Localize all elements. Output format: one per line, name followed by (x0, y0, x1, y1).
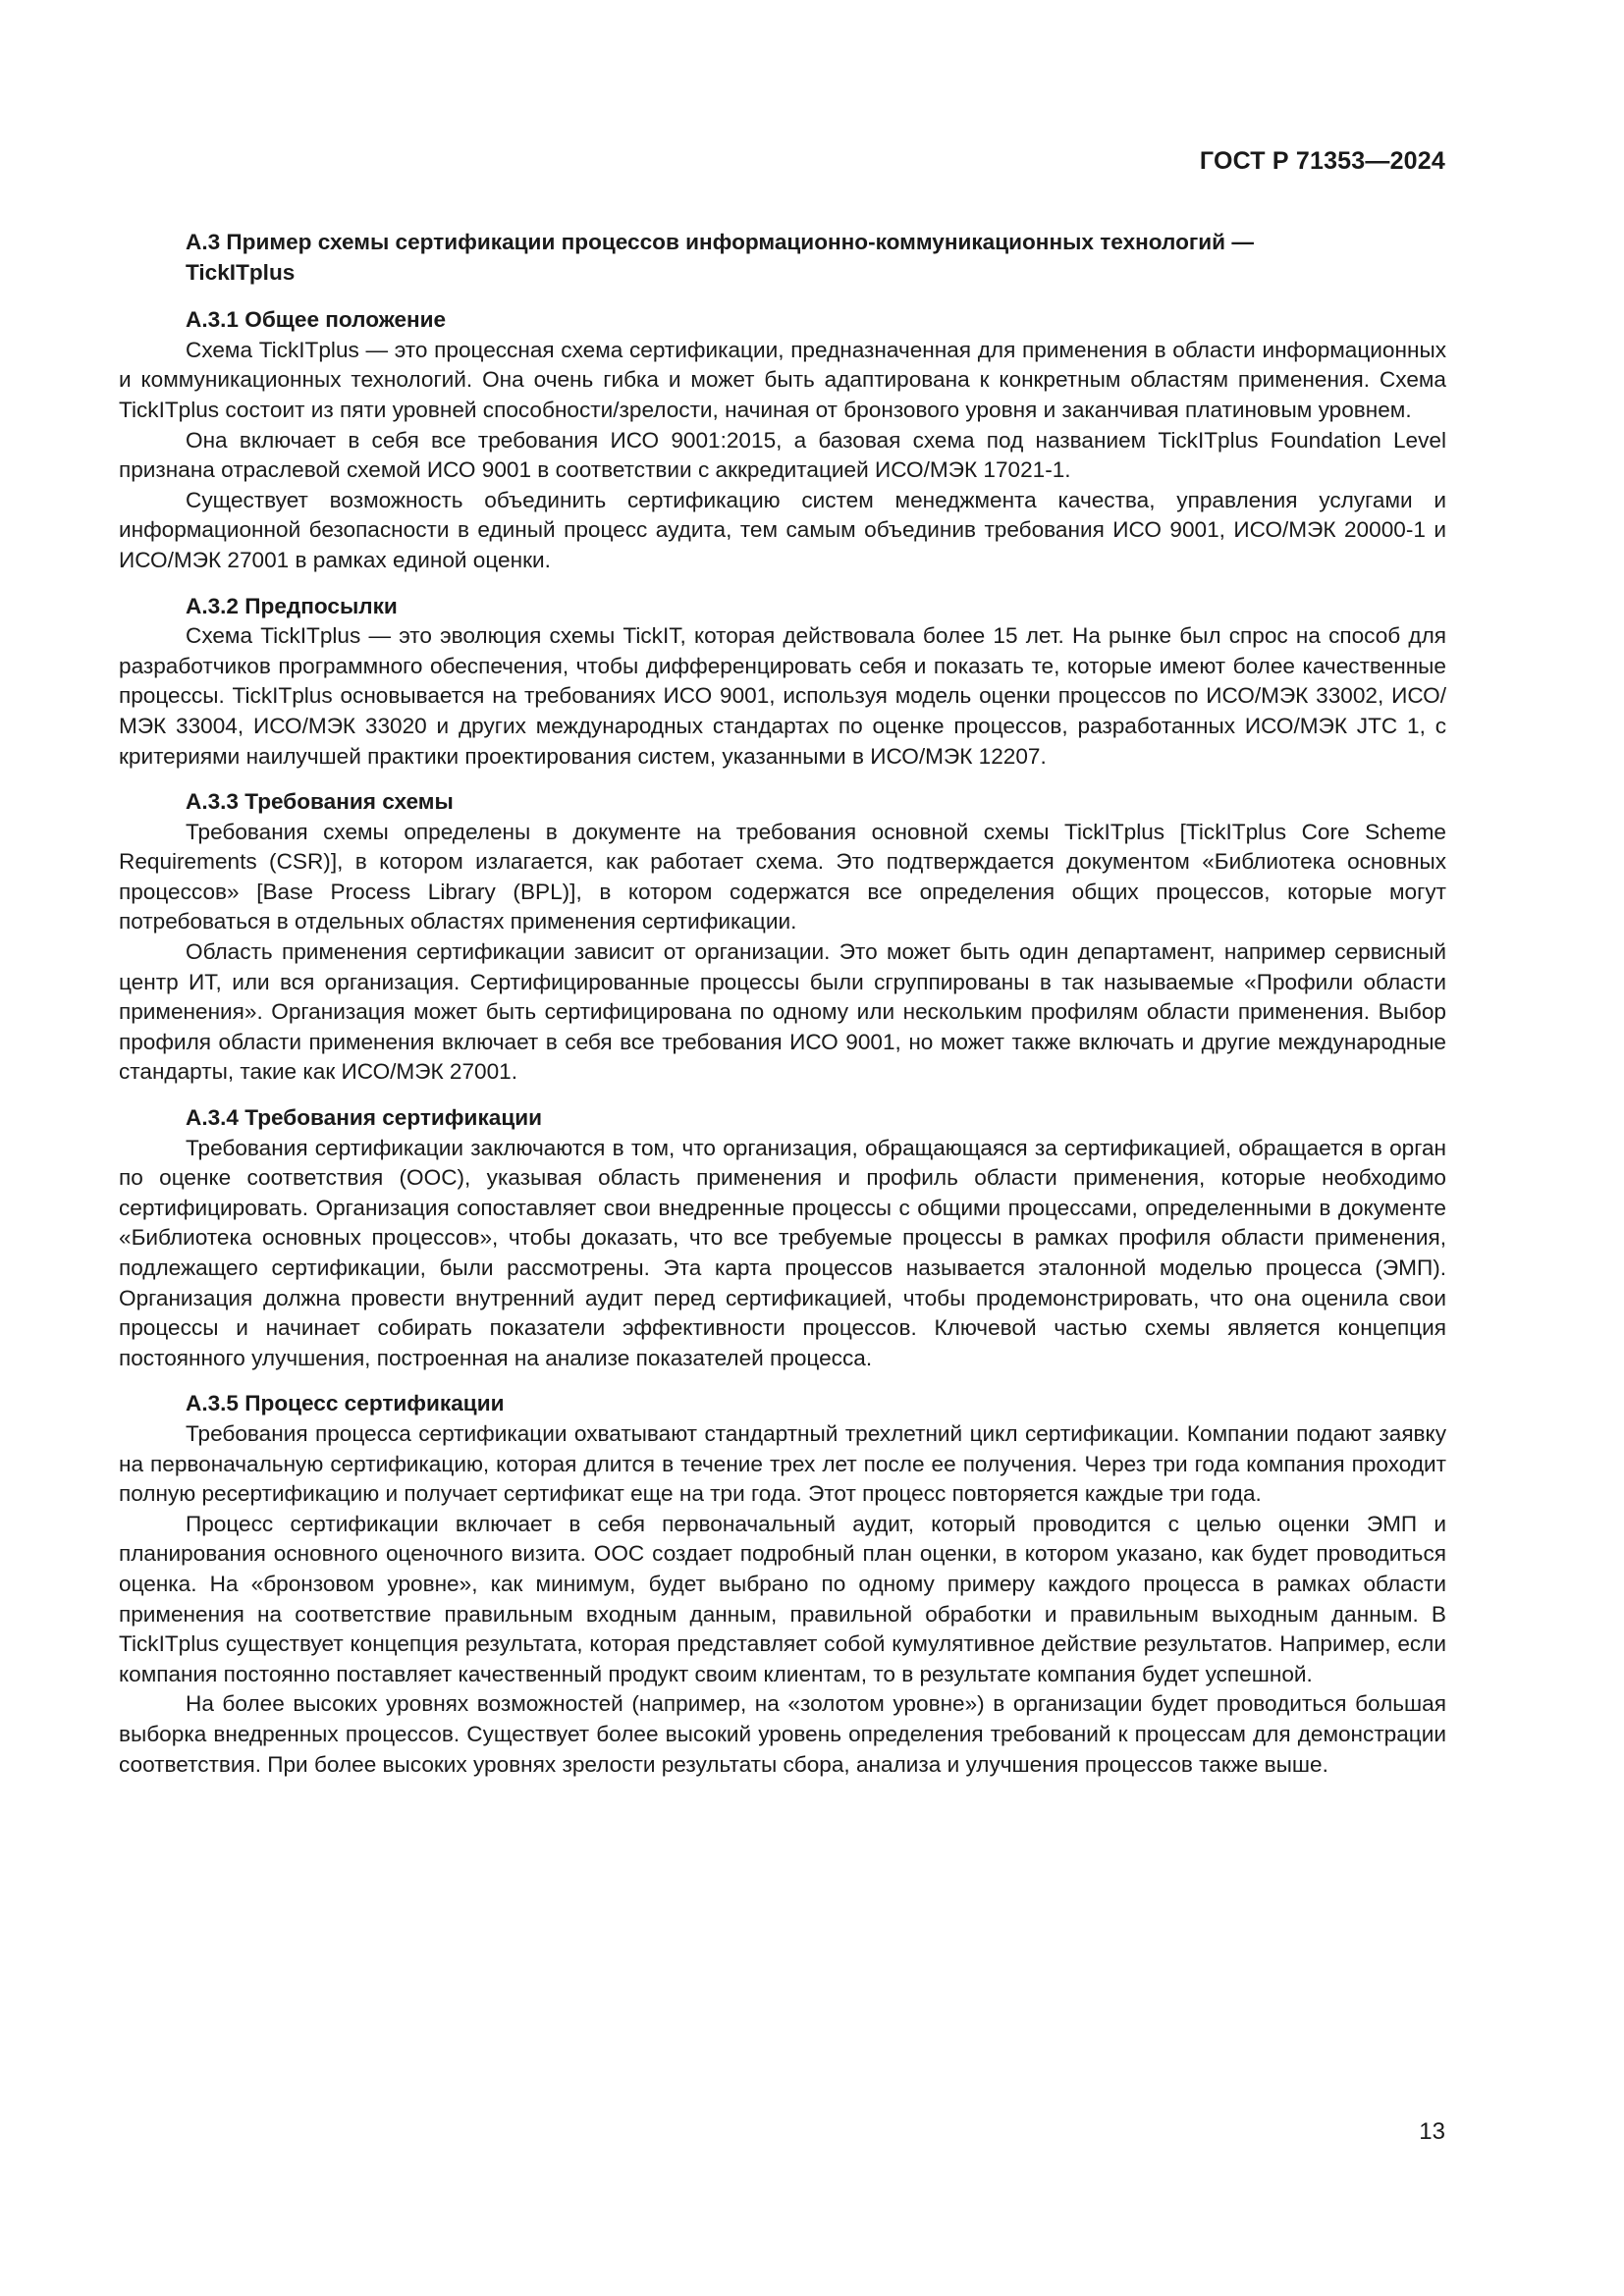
section-heading: А.3.4 Требования сертификации (186, 1105, 542, 1131)
paragraph: Схема TickITplus — это процессная схема сертификации, предназначенная для применения в области информационных и коммуникационных технологий. Она очень гибка и может быть адаптирована к конкретным областям применения. Схема TickITplus состоит из пяти уровней способности/зрелости, начиная от бронзового уровня и заканчивая платиновым уровнем. (119, 337, 1446, 422)
paragraph: Процесс сертификации включает в себя первоначальный аудит, который проводится с целью оценки ЭМП и планирования основного оценочного визита. ООС создает подробный план оценки, в котором указано, как будет проводиться оценка. На «бронзовом уровне», как минимум, будет выбрано по одному примеру каждого процесса в рамках области применения на соответствие правильным входным данным, правильной обработки и правильным выходным данным. В TickITplus существует концепция результата, которая представляет собой кумулятивное действие результатов. Например, если компания постоянно поставляет качественный продукт своим клиентам, то в результате компания будет успешной. (119, 1511, 1446, 1686)
paragraph: Она включает в себя все требования ИСО 9001:2015, а базовая схема под названием TickITplus Foundation Level признана отраслевой схемой ИСО 9001 в соответствии с аккредитацией ИСО/МЭК 17021-1. (119, 427, 1446, 483)
document-body (119, 228, 1446, 1795)
section-heading: А.3.1 Общее положение (186, 307, 447, 333)
paragraph: На более высоких уровнях возможностей (например, на «золотом уровне») в организации будет проводиться большая выборка внедренных процессов. Существует более высокий уровень определения требований к процессам для демонстрации соответствия. При более высоких уровнях зрелости результаты сбора, анализа и улучшения процессов также выше. (119, 1691, 1446, 1777)
paragraph: Требования схемы определены в документе на требования основной схемы TickITplus [TickITplus Core Scheme Requirements (CSR)], в котором излагается, как работает схема. Это подтверждается документом «Библиотека основных процессов» [Base Process Library (BPL)], в котором содержатся все определения общих процессов, которые могут потребоваться в отдельных областях применения сертификации. (119, 819, 1446, 934)
paragraph: Область применения сертификации зависит от организации. Это может быть один департамент, например сервисный центр ИТ, или вся организация. Сертифицированные процессы были сгруппированы в так называемые «Профили области применения». Организация может быть сертифицирована по одному или нескольким профилям области применения. Выбор профиля области применения включает в себя все требования ИСО 9001, но может также включать и другие международные стандарты, такие как ИСО/МЭК 27001. (119, 939, 1446, 1085)
section-background (119, 592, 1446, 773)
section-heading: А.3.2 Предпосылки (186, 593, 398, 618)
section-certification-requirements (119, 1103, 1446, 1373)
section-scheme-requirements (119, 787, 1446, 1088)
section-certification-process (119, 1389, 1446, 1780)
paragraph: Требования сертификации заключаются в том, что организация, обращающаяся за сертификацией, обращается в орган по оценке соответствия (ООС), указывая область применения и профиль области применения, которые необходимо сертифицировать. Организация сопоставляет свои внедренные процессы с общими процессами, определенными в документе «Библиотека основных процессов», чтобы доказать, что все требуемые процессы в рамках профиля области применения, подлежащего сертификации, были рассмотрены. Эта карта процессов называется эталонной моделью процесса (ЭМП). Организация должна провести внутренний аудит перед сертификацией, чтобы продемонстрировать, что она оценила свои процессы и начинает собирать показатели эффективности процессов. Ключевой частью схемы является концепция постоянного улучшения, построенная на анализе показателей процесса. (119, 1135, 1446, 1370)
paragraph: Схема TickITplus — это эволюция схемы TickIT, которая действовала более 15 лет. На рынке был спрос на способ для разработчиков программного обеспечения, чтобы дифференцировать себя и показать те, которые имеют более качественные процессы. TickITplus основывается на требованиях ИСО 9001, используя модель оценки процессов по ИСО/МЭК 33002, ИСО/МЭК 33004, ИСО/МЭК 33020 и других международных стандартах по оценке процессов, разработанных ИСО/МЭК JTC 1, с критериями наилучшей практики проектирования систем, указанными в ИСО/МЭК 12207. (119, 623, 1446, 769)
section-general (119, 305, 1446, 575)
section-heading: А.3.3 Требования схемы (186, 789, 454, 815)
annex-section-title: А.3 Пример схемы сертификации процессов информационно-коммуникационных технологий — TickITplus (186, 230, 1254, 285)
section-heading: А.3.5 Процесс сертификации (186, 1391, 505, 1416)
paragraph: Существует возможность объединить сертификацию систем менеджмента качества, управления услугами и информационной безопасности в единый процесс аудита, тем самым объединив требования ИСО 9001, ИСО/МЭК 20000-1 и ИСО/МЭК 27001 в рамках единой оценки. (119, 487, 1446, 572)
paragraph: Требования процесса сертификации охватывают стандартный трехлетний цикл сертификации. Компании подают заявку на первоначальную сертификацию, которая длится в течение трех лет после ее получения. Через три года компания проходит полную ресертификацию и получает сертификат еще на три года. Этот процесс повторяется каждые три года. (119, 1420, 1446, 1507)
page-number: 13 (1419, 2118, 1445, 2145)
document-header-code: ГОСТ Р 71353—2024 (1199, 147, 1445, 175)
